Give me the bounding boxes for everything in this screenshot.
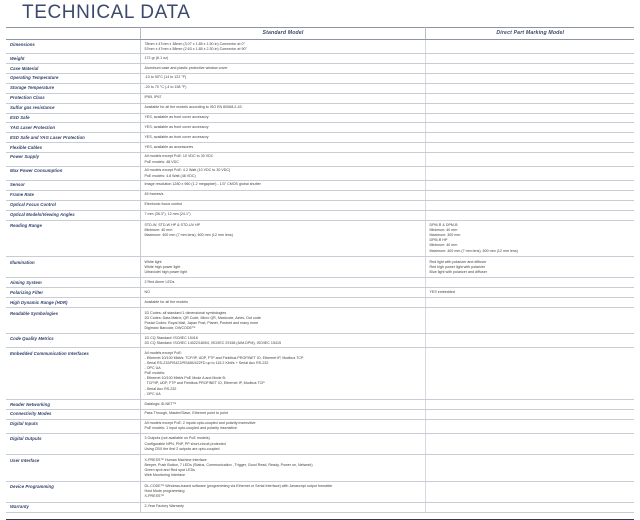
spec-value-line: STD-W, STD-W HP & STD-UV HP bbox=[144, 223, 201, 228]
spec-value-standard bbox=[140, 433, 425, 454]
spec-label: Code Quality Metrics bbox=[6, 334, 140, 348]
spec-value-standard bbox=[140, 190, 425, 200]
spec-value-line: 45 frames/s bbox=[144, 192, 164, 197]
technical-data-table bbox=[6, 27, 634, 513]
table-row bbox=[6, 257, 634, 278]
spec-value-standard bbox=[140, 308, 425, 334]
spec-value-dpm bbox=[425, 455, 634, 481]
spec-label: Protection Class bbox=[6, 93, 140, 103]
spec-value-line bbox=[430, 105, 632, 109]
table-row bbox=[6, 419, 634, 433]
spec-value-standard bbox=[140, 54, 425, 64]
spec-value-standard bbox=[140, 143, 425, 153]
spec-value-line: Beeper, Push Button, 7 LEDs (Status, Communication , Trigger, Good Read, Ready, Power on, Network) bbox=[144, 462, 313, 467]
spec-label: Max Power Consumption bbox=[6, 167, 140, 181]
spec-value-standard bbox=[140, 410, 425, 420]
spec-label: ESD Safe bbox=[6, 113, 140, 123]
spec-label: Device Programming bbox=[6, 481, 140, 502]
spec-value-dpm bbox=[425, 200, 634, 210]
spec-value-line bbox=[430, 351, 632, 355]
spec-label: Sensor bbox=[6, 181, 140, 191]
spec-value-line: PoE models: 1 input opto-coupled and polarity insensitive bbox=[144, 426, 237, 431]
spec-label: Readable Symbologies bbox=[6, 308, 140, 334]
spec-value-line: Available for all the models according to ISO EN 60068-2-43 bbox=[144, 105, 242, 110]
spec-label: Embedded Communication Interfaces bbox=[6, 348, 140, 400]
spec-value-line: Aluminum case and plastic protective window cover bbox=[144, 65, 228, 70]
spec-value-line: Digimarc Barcode, DWCODE™ bbox=[144, 325, 196, 330]
spec-value-line: - OPC UA bbox=[144, 391, 161, 396]
spec-label: Illumination bbox=[6, 257, 140, 278]
spec-value-line bbox=[430, 300, 632, 304]
spec-value-dpm bbox=[425, 288, 634, 298]
spec-value-dpm bbox=[425, 74, 634, 84]
spec-value-line bbox=[430, 411, 632, 415]
spec-value-line: X-PRESS™ Human Machine Interface bbox=[144, 457, 207, 462]
spec-value-standard bbox=[140, 481, 425, 502]
spec-value-dpm bbox=[425, 220, 634, 257]
spec-value-line bbox=[430, 458, 632, 462]
table-row bbox=[6, 93, 634, 103]
spec-value-dpm bbox=[425, 210, 634, 220]
spec-value-line: Postal Codes: Royal Mail, Japan Post, Planet, Postnet and many more bbox=[144, 320, 259, 325]
table-row bbox=[6, 103, 634, 113]
spec-value-standard bbox=[140, 220, 425, 257]
spec-value-line: YES, available as accessories bbox=[144, 144, 194, 149]
spec-value-standard bbox=[140, 103, 425, 113]
spec-value-line: 172 gr (6.1 oz) bbox=[144, 55, 169, 60]
spec-value-line: - Serial RS-232/RS422/RS485/422FD up to 115.2 Kbit/s + Serial Aux RS-232 bbox=[144, 361, 269, 366]
spec-value-dpm bbox=[425, 308, 634, 334]
spec-value-standard bbox=[140, 40, 425, 54]
spec-value-line bbox=[430, 95, 632, 99]
table-row bbox=[6, 54, 634, 64]
spec-value-dpm bbox=[425, 64, 634, 74]
spec-value-dpm bbox=[425, 419, 634, 433]
spec-value-line: Electronic focus control bbox=[144, 202, 183, 207]
spec-value-line: Maximum: 400 mm (7 mm lens), 600 mm (12 mm lens) bbox=[429, 248, 518, 253]
spec-value-line: - Ethernet 10/100 Mbit/s: TCP/IP, UDP, FTP and Fieldbus PROFINET IO, Ethernet IP, Modbus TCP bbox=[144, 355, 304, 360]
table-row bbox=[6, 334, 634, 348]
spec-value-dpm bbox=[425, 40, 634, 54]
spec-label: Digital Inputs bbox=[6, 419, 140, 433]
table-row bbox=[6, 400, 634, 410]
spec-value-line: Minimum: 40 mm bbox=[429, 243, 458, 248]
table-body bbox=[6, 40, 634, 512]
table-row bbox=[6, 143, 634, 153]
spec-value-line bbox=[430, 168, 632, 172]
table-row bbox=[6, 153, 634, 167]
spec-value-standard bbox=[140, 210, 425, 220]
spec-value-dpm bbox=[425, 433, 634, 454]
table-row bbox=[6, 278, 634, 288]
spec-value-line: Blue light with polarizer and diffuser bbox=[429, 269, 487, 274]
spec-value-line bbox=[430, 145, 632, 149]
spec-value-line: YES embedded bbox=[429, 289, 455, 294]
spec-value-line: 1D Codes: all standard 1 dimensional symbologies bbox=[144, 310, 227, 315]
table-row bbox=[6, 74, 634, 84]
spec-value-line: All models except PoE: 4.2 Watt (10 VDC to 30 VDC) bbox=[144, 168, 231, 173]
spec-value-standard bbox=[140, 298, 425, 308]
spec-value-line: 2D Codes: Data Matrix, QR Code, Micro QR, Maxicode, Aztec, Dot code bbox=[144, 315, 261, 320]
spec-value-line bbox=[430, 192, 632, 196]
spec-value-dpm bbox=[425, 410, 634, 420]
spec-value-line: All models except PoE: 10 VDC to 30 VDC bbox=[144, 154, 214, 159]
spec-value-line bbox=[430, 421, 632, 425]
spec-value-dpm bbox=[425, 54, 634, 64]
spec-value-standard bbox=[140, 502, 425, 512]
spec-value-dpm bbox=[425, 298, 634, 308]
table-row bbox=[6, 288, 634, 298]
spec-value-standard bbox=[140, 123, 425, 133]
spec-value-line: 2 Red Aimer LEDs bbox=[144, 279, 175, 284]
spec-value-standard bbox=[140, 278, 425, 288]
spec-value-standard bbox=[140, 74, 425, 84]
spec-value-line: IP65, IP67 bbox=[144, 95, 162, 100]
spec-label: Dimensions bbox=[6, 40, 140, 54]
spec-value-line bbox=[430, 336, 632, 340]
spec-value-line: YES, available as front cover accessory bbox=[144, 124, 209, 129]
spec-label: Reader Networking bbox=[6, 400, 140, 410]
spec-value-dpm bbox=[425, 153, 634, 167]
spec-value-line: DPM-R HP bbox=[429, 238, 448, 243]
spec-value-line: PoE models: 48 VDC bbox=[144, 159, 179, 164]
table-header bbox=[6, 28, 634, 40]
spec-value-line: X-PRESS™ bbox=[144, 494, 165, 499]
table-row bbox=[6, 190, 634, 200]
spec-value-line: 7 mm (36.3°), 12 mm (24.1°) bbox=[144, 212, 191, 217]
spec-value-dpm bbox=[425, 123, 634, 133]
spec-value-line: Red high power light with polarizer bbox=[429, 264, 486, 269]
spec-value-line: DPM-R & DPM-B bbox=[429, 223, 458, 228]
spec-value-line bbox=[430, 85, 632, 89]
spec-value-line: Red light with polarizer and diffuser bbox=[429, 259, 487, 264]
spec-value-line: -10 to 50°C (14 to 122 °F) bbox=[144, 75, 187, 80]
table-row bbox=[6, 220, 634, 257]
spec-value-dpm bbox=[425, 348, 634, 400]
spec-label: Operating Temperature bbox=[6, 74, 140, 84]
table-row bbox=[6, 113, 634, 123]
spec-value-standard bbox=[140, 153, 425, 167]
spec-value-line: Configurable NPN, PNP, PP short-circuit protected bbox=[144, 441, 226, 446]
spec-label: Reading Range bbox=[6, 220, 140, 257]
spec-value-line: All models except PoE: 2 inputs opto-coupled and polarity insensitive bbox=[144, 421, 256, 426]
spec-value-standard bbox=[140, 257, 425, 278]
spec-label: Weight bbox=[6, 54, 140, 64]
spec-value-line: Maximum: 300 mm bbox=[429, 233, 461, 238]
spec-value-dpm bbox=[425, 190, 634, 200]
table-row bbox=[6, 181, 634, 191]
column-header-spec bbox=[6, 28, 140, 40]
table-row bbox=[6, 298, 634, 308]
table-row bbox=[6, 210, 634, 220]
spec-value-standard bbox=[140, 200, 425, 210]
spec-value-line bbox=[430, 75, 632, 79]
spec-value-line: Image resolution 1280 x 960 (1.2 megapixel) - 1/3" CMOS global shutter bbox=[144, 182, 261, 187]
spec-label: Optical Models/Viewing Angles bbox=[6, 210, 140, 220]
spec-value-line bbox=[430, 484, 632, 488]
spec-value-line bbox=[430, 154, 632, 158]
spec-value-line: YES, available as front cover accessory bbox=[144, 114, 209, 119]
spec-value-line: Pass Through, Master/Slave, Ethernet point to point bbox=[144, 411, 228, 416]
table-row bbox=[6, 348, 634, 400]
spec-value-line: Available for all the models bbox=[144, 299, 188, 304]
spec-label: Optical Focus Control bbox=[6, 200, 140, 210]
spec-value-line bbox=[430, 125, 632, 129]
table-row bbox=[6, 481, 634, 502]
spec-value-line: Ultraviolet high power light bbox=[144, 269, 188, 274]
spec-value-line: NO bbox=[144, 289, 150, 294]
spec-value-dpm bbox=[425, 167, 634, 181]
spec-value-line bbox=[430, 42, 632, 46]
spec-value-line: 3 Outputs (not available on PoE models) bbox=[144, 436, 210, 441]
spec-label: Digital Outputs bbox=[6, 433, 140, 454]
spec-value-line: - OPC UA bbox=[144, 366, 161, 371]
page-title: TECHNICAL DATA bbox=[22, 2, 191, 23]
spec-value-line bbox=[430, 311, 632, 315]
spec-value-line: 2D CQ Standard: ISO/IEC 14022/18004, ISO/IEC 29158 (AIM-DPM), ISO/IEC 15415 bbox=[144, 340, 282, 345]
spec-label: High Dynamic Range (HDR) bbox=[6, 298, 140, 308]
spec-value-standard bbox=[140, 113, 425, 123]
spec-value-line: DL.CODE™ Windows-based software (programming via Ethernet or Serial Interface) with Javascript output formatter bbox=[144, 484, 333, 489]
spec-value-dpm bbox=[425, 143, 634, 153]
spec-label: Storage Temperature bbox=[6, 83, 140, 93]
spec-value-line bbox=[430, 504, 632, 508]
spec-value-line: -20 to 70 °C (-4 to 158 °F) bbox=[144, 85, 187, 90]
spec-value-line bbox=[430, 182, 632, 186]
spec-value-line: PoE models: bbox=[144, 371, 166, 376]
spec-value-dpm bbox=[425, 334, 634, 348]
spec-label: Sulfur gas resistance bbox=[6, 103, 140, 113]
spec-value-dpm bbox=[425, 113, 634, 123]
table-row bbox=[6, 123, 634, 133]
spec-value-line: Web Monitoring Interface bbox=[144, 472, 186, 477]
spec-value-line bbox=[430, 66, 632, 70]
spec-value-standard bbox=[140, 93, 425, 103]
spec-value-line: 1D CQ Standard: ISO/IEC 15416 bbox=[144, 335, 198, 340]
spec-value-standard bbox=[140, 455, 425, 481]
spec-value-line: 78mm x 47mm x 38mm (3.07 x 1.85 x 1.50 in) Connector at 0° bbox=[144, 41, 245, 46]
spec-value-dpm bbox=[425, 257, 634, 278]
spec-value-dpm bbox=[425, 400, 634, 410]
spec-value-standard bbox=[140, 133, 425, 143]
spec-value-standard bbox=[140, 83, 425, 93]
spec-value-line bbox=[430, 115, 632, 119]
spec-label: Frame Rate bbox=[6, 190, 140, 200]
table-row bbox=[6, 167, 634, 181]
table-row bbox=[6, 200, 634, 210]
spec-value-line: - Serial Aux RS-232 bbox=[144, 386, 177, 391]
table-row bbox=[6, 64, 634, 74]
spec-value-dpm bbox=[425, 83, 634, 93]
spec-label: Connectivity Modes bbox=[6, 410, 140, 420]
spec-label: ESD Safe and YAG Laser Protection bbox=[6, 133, 140, 143]
spec-value-dpm bbox=[425, 181, 634, 191]
spec-value-dpm bbox=[425, 103, 634, 113]
spec-value-line: 2-Year Factory Warranty bbox=[144, 504, 184, 509]
spec-value-line bbox=[430, 280, 632, 284]
spec-value-line: Green spot and Red spot LEDs bbox=[144, 467, 196, 472]
spec-value-dpm bbox=[425, 278, 634, 288]
spec-label: Power Supply bbox=[6, 153, 140, 167]
spec-value-standard bbox=[140, 419, 425, 433]
spec-value-standard bbox=[140, 167, 425, 181]
spec-value-line: TCP/IP, UDP, FTP and Fieldbus PROFINET IO, Ethernet IP, Modbus TCP bbox=[144, 381, 265, 386]
spec-value-standard bbox=[140, 400, 425, 410]
spec-value-line: All models except PoE: bbox=[144, 350, 182, 355]
spec-value-line: White light bbox=[144, 259, 162, 264]
spec-value-line: Datalogic ID-NET™ bbox=[144, 401, 177, 406]
spec-value-line bbox=[430, 436, 632, 440]
spec-value-line: Minimum: 40 mm bbox=[144, 228, 173, 233]
spec-value-standard bbox=[140, 181, 425, 191]
spec-label: Polarizing Filter bbox=[6, 288, 140, 298]
table-header-row bbox=[6, 28, 634, 40]
spec-value-line: Maximum: 400 mm (7 mm lens), 600 mm (12 mm lens) bbox=[144, 233, 233, 238]
spec-label: Aiming System bbox=[6, 278, 140, 288]
spec-value-dpm bbox=[425, 133, 634, 143]
table-row bbox=[6, 410, 634, 420]
table-row bbox=[6, 83, 634, 93]
spec-value-line: YES, available as front cover accessory bbox=[144, 134, 209, 139]
table-row bbox=[6, 433, 634, 454]
spec-value-dpm bbox=[425, 481, 634, 502]
spec-value-dpm bbox=[425, 502, 634, 512]
spec-label: Case Material bbox=[6, 64, 140, 74]
table-row bbox=[6, 308, 634, 334]
table-row bbox=[6, 455, 634, 481]
spec-value-dpm bbox=[425, 93, 634, 103]
spec-value-line: PoE models: 4.8 Watt (48 VDC) bbox=[144, 173, 196, 178]
spec-label: Warranty bbox=[6, 502, 140, 512]
spec-value-line bbox=[430, 212, 632, 216]
spec-value-standard bbox=[140, 288, 425, 298]
spec-label: User Interface bbox=[6, 455, 140, 481]
spec-value-line: Using CBX the first 2 outputs are opto-coupled bbox=[144, 446, 220, 451]
spec-value-line bbox=[430, 202, 632, 206]
spec-label: Flexible Cables bbox=[6, 143, 140, 153]
spec-value-line: Minimum: 40 mm bbox=[429, 228, 458, 233]
spec-value-line: - Ethernet 10/100 Mbit/s PoE Mode A and Mode B: bbox=[144, 376, 226, 381]
column-header-standard-model: Standard Model bbox=[140, 28, 425, 40]
spec-value-line: 57mm x 47mm x 58mm (2.63 x 1.85 x 2.30 in) Connector at 90° bbox=[144, 46, 247, 51]
spec-value-line: Host Mode programming bbox=[144, 489, 185, 494]
table-row bbox=[6, 133, 634, 143]
spec-value-standard bbox=[140, 64, 425, 74]
spec-value-line bbox=[430, 56, 632, 60]
table-row bbox=[6, 40, 634, 54]
table-row bbox=[6, 502, 634, 512]
spec-value-standard bbox=[140, 334, 425, 348]
spec-value-line bbox=[430, 135, 632, 139]
column-header-dpm-model: Direct Part Marking Model bbox=[425, 28, 634, 40]
spec-value-line bbox=[430, 402, 632, 406]
spec-value-standard bbox=[140, 348, 425, 400]
spec-label: YAG Laser Protection bbox=[6, 123, 140, 133]
spec-value-line: White high power light bbox=[144, 264, 181, 269]
